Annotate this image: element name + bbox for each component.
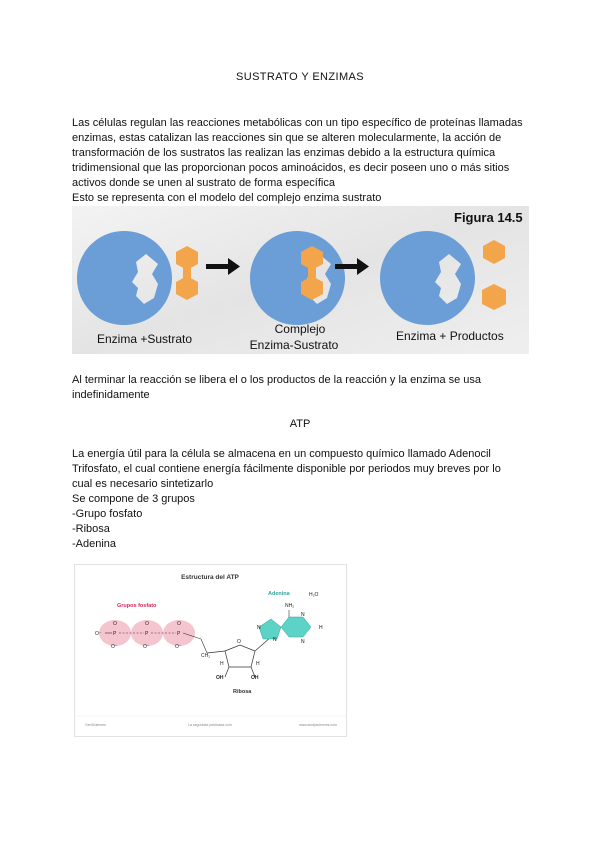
atp-line: La energía útil para la célula se almacena en un compuesto químico llamado Adenocil [72,448,491,460]
p-label: P [145,631,149,637]
adenine-rings [259,617,311,639]
figure-label: Figura 14.5 [454,210,523,225]
atp-line: -Ribosa [72,523,110,535]
atp-structure-figure [74,564,347,737]
enzyme-shape [380,231,475,325]
caption-enzyme-products: Enzima + Productos [396,329,504,343]
caption-complex-line2: Enzima-Sustrato [249,338,339,352]
intro-line: enzimas, estas catalizan las reacciones sin que se alteren molecularmente, la acción de [72,132,502,144]
caption-complex-line1: Complejo [274,322,326,336]
intro-paragraph [72,116,542,206]
oh-label: OH [216,675,224,681]
o-label: O [145,621,149,627]
intro-line: Esto se representa con el modelo del complejo enzima sustrato [72,192,382,204]
enzyme-shape [77,231,172,325]
document-title: SUSTRATO Y ENZIMAS [235,71,365,83]
atp-line: Trifosfato, el cual contiene energía fácilmente disponible por periodos muy breves por lo [72,463,501,475]
reaction-paragraph [72,373,542,403]
atp-heading: ATP [289,418,311,430]
intro-line: tridimensional que las proporcionan pocos aminoácidos, es decir poseen uno o más sitios [72,162,510,174]
caption-enzyme-substrate: Enzima +Sustrato [97,332,193,346]
enzyme-substrate-figure [72,206,529,354]
reaction-line: indefinidamente [72,389,150,401]
n-label: N [273,637,277,643]
o-label: O [177,621,181,627]
h-label: H [220,661,224,667]
ch2-label: CH₂ [201,653,211,659]
footer-left: GenSciences [85,723,106,727]
atp-line: Se compone de 3 grupos [72,493,195,505]
reaction-line: Al terminar la reacción se libera el o los productos de la reacción y la enzima se usa [72,374,482,386]
footer-mid: La seguridad publicada com [188,723,232,727]
o-minus-label: O⁻ [111,644,118,650]
o-minus-label: O⁻ [143,644,150,650]
enzyme-shape [250,231,345,325]
ribose-label: Ribosa [233,689,252,695]
intro-line: activos donde se unen al sustrato de forma específica [72,177,335,189]
phosphate-label: Grupos fosfato [117,603,157,609]
p-label: P [113,631,117,637]
intro-line: transformación de los sustratos las realizan las enzimas debido a la estructura química [72,147,496,159]
nh2-label: NH₂ [285,603,295,609]
o-minus-label: O⁻ [95,631,102,637]
footer-right: www.studysciences.com [299,723,337,727]
atp-line: -Adenina [72,538,117,550]
oh-label: OH [251,675,259,681]
water-label: H₂O [309,592,319,598]
n-label: N [301,612,305,618]
atp-paragraph [72,447,542,552]
o-minus-label: O⁻ [175,644,182,650]
o-label: O [113,621,117,627]
intro-line: Las células regulan las reacciones metabólicas con un tipo específico de proteínas llamadas [72,117,523,129]
atp-line: cual es necesario sintetizarlo [72,478,214,490]
n-label: N [301,639,305,645]
h-label: H [256,661,260,667]
adenine-label: Adenina [268,591,290,597]
atp-line: -Grupo fosfato [72,508,143,520]
o-label: O [237,639,241,645]
h-label: H [319,625,323,631]
n-label: N [257,625,261,631]
p-label: P [177,631,181,637]
atp-figure-title: Estructura del ATP [181,574,239,581]
